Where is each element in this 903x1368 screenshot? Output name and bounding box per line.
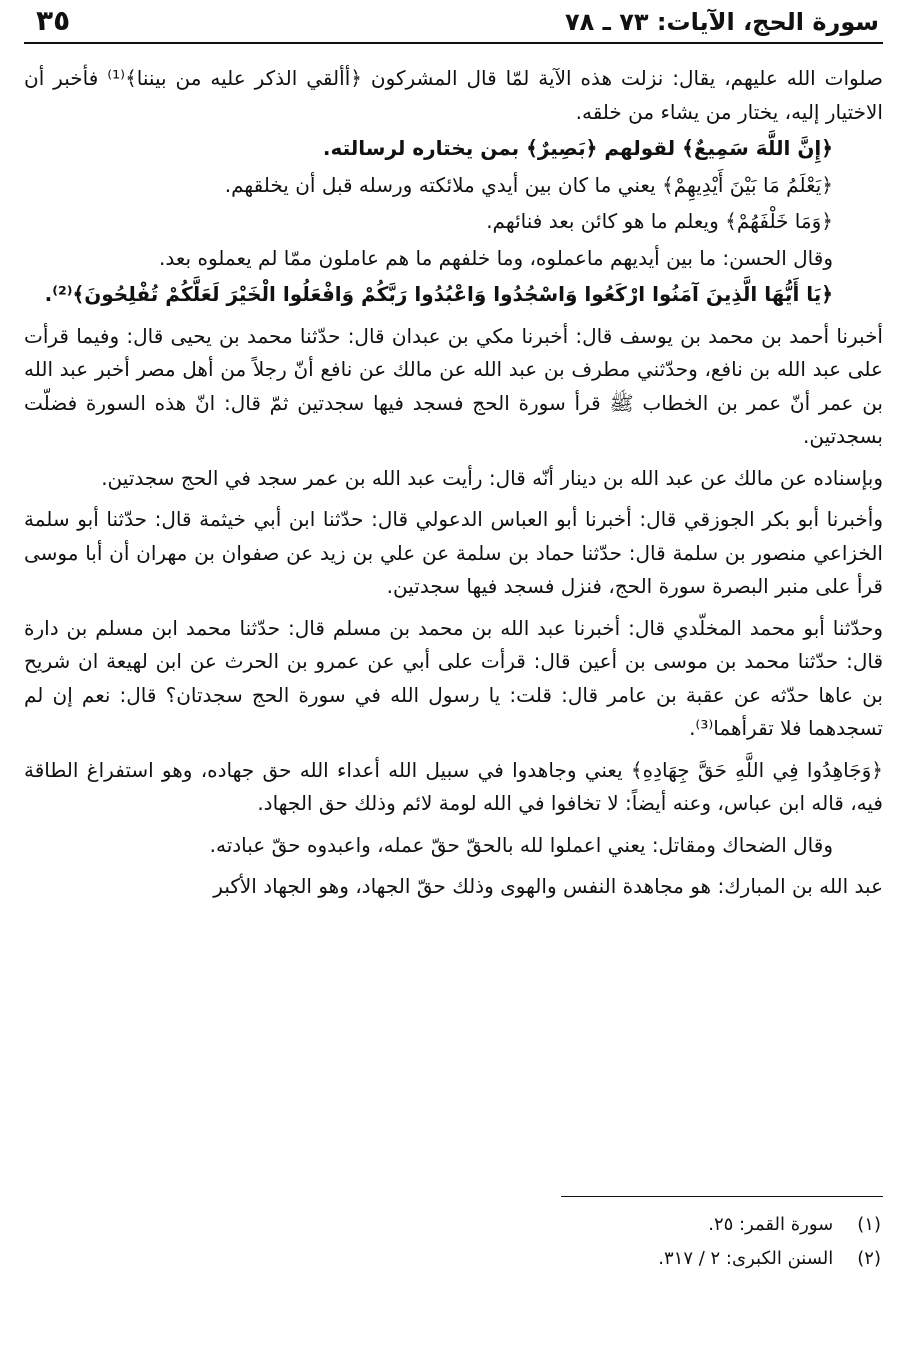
paragraph: وقال الحسن: ما بين أيديهم ماعملوه، وما خلفهم ما هم عاملون ممّا لم يعملوه بعد. <box>159 245 833 270</box>
page-header <box>24 2 883 44</box>
paragraph: وقال الضحاك ومقاتل: يعني اعملوا لله بالحقّ حقّ عمله، واعبدوه حقّ عبادته. <box>209 832 833 857</box>
paragraph-verse: ﴿يَعْلَمُ مَا بَيْنَ أَيْدِيهِمْ﴾ يعني ما كان بين أيدي ملائكته ورسله قبل أن يخلقهم. <box>224 172 833 197</box>
paragraph: وبإسناده عن مالك عن عبد الله بن دينار أنّه قال: رأيت عبد الله بن عمر سجد في الحج سجدتين. <box>101 465 883 490</box>
paragraph-verse: ﴿يَا أَيُّهَا الَّذِينَ آمَنُوا ارْكَعُوا وَاسْجُدُوا وَاعْبُدُوا رَبَّكُمْ وَافْعَلُوا الْخَيْرَ لَعَلَّكُمْ تُفْلِحُونَ﴾⁽²⁾. <box>44 282 833 306</box>
paragraph: ﴿وَجَاهِدُوا فِي اللَّهِ حَقَّ جِهَادِهِ﴾ يعني وجاهدوا في سبيل الله أعداء الله حق جهاده، وهو استفراغ الطاقة فيه، قاله ابن عباس، وعنه أيضاً: لا تخافوا في الله لومة لائم وذلك حق الجهاد. <box>24 757 883 815</box>
paragraph: وأخبرنا أبو بكر الجوزقي قال: أخبرنا أبو العباس الدعولي قال: حدّثنا ابن أبي خيثمة قال: حدّثنا أبو سلمة الخزاعي منصور بن سلمة قال: حدّثنا حماد بن سلمة عن علي بن زيد عن صفوان بن مهران أن أبا موسى قرأ على منبر البصرة سورة الحج، فنزل فسجد فيها سجدتين. <box>24 507 883 598</box>
paragraph: وحدّثنا أبو محمد المخلّدي قال: أخبرنا عبد الله بن محمد بن مسلم قال: حدّثنا محمد ابن مسلم بن دارة قال: حدّثنا محمد بن موسى بن أعين قال: قرأت على أبي عن عمرو بن الحرث عن ابن لهيعة ان شريح بن عاها حدّثه عن عقبة بن عامر قال: قلت: يا رسول الله في سورة الحج سجدتان؟ قال: نعم إن لم تسجدهما فلا تقرأهما⁽³⁾. <box>24 615 883 740</box>
page-number: ٣٥ <box>36 4 71 37</box>
main-text <box>24 62 883 907</box>
paragraph: صلوات الله عليهم، يقال: نزلت هذه الآية لمّا قال المشركون ﴿أألقي الذكر عليه من بيننا﴾⁽¹⁾ فأخبر أن الاختيار إليه، يختار من يشاء من خلقه. <box>24 66 883 124</box>
footnote-number: (٢) <box>857 1248 881 1269</box>
footnote-text: سورة القمر: ٢٥. <box>708 1214 834 1235</box>
paragraph-verse: ﴿وَمَا خَلْفَهُمْ﴾ ويعلم ما هو كائن بعد فنائهم. <box>486 209 833 233</box>
footnote-number: (١) <box>857 1214 881 1235</box>
footnote-divider <box>561 1196 883 1197</box>
paragraph: عبد الله بن المبارك: هو مجاهدة النفس والهوى وذلك حقّ الجهاد، وهو الجهاد الأكبر <box>213 874 883 898</box>
footnote <box>300 1208 881 1242</box>
footnote-text: السنن الكبرى: ٢ / ٣١٧. <box>658 1248 834 1269</box>
paragraph-verse: ﴿إِنَّ اللَّهَ سَمِيعٌ﴾ لقولهم ﴿بَصِيرٌ﴾ بمن يختاره لرسالته. <box>322 136 833 160</box>
paragraph: أخبرنا أحمد بن محمد بن يوسف قال: أخبرنا مكي بن عبدان قال: حدّثنا محمد بن يحيى قال: وفيما قرأت على عبد الله بن نافع، وحدّثني مطرف بن عبد الله عن مالك عن نافع أنّ رجلاً من أهل مصر أخبر عبد الله بن عمر أنّ عمر بن الخطاب ﷺ قرأ سورة الحج فسجد فيها سجدتين ثمّ قال: انّ هذه السورة فضلّت بسجدتين. <box>24 323 883 448</box>
footnotes <box>300 1208 881 1276</box>
footnote <box>300 1242 881 1276</box>
running-title: سورة الحج، الآيات: ٧٣ ـ ٧٨ <box>565 8 879 36</box>
